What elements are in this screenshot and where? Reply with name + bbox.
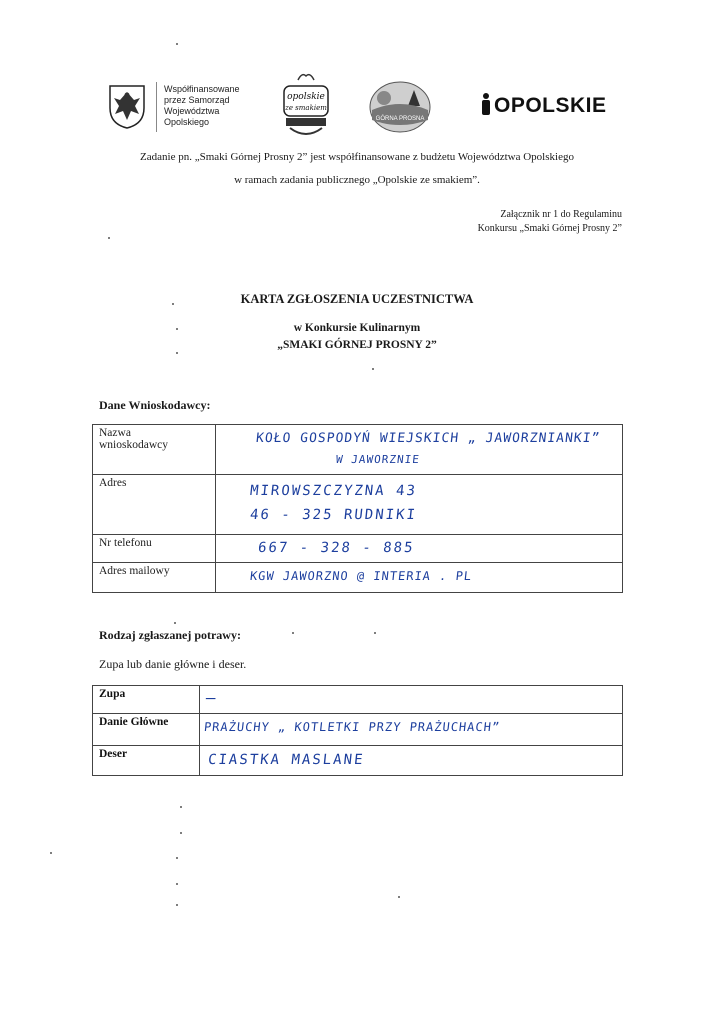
- cofinance-line: Województwa: [164, 106, 220, 116]
- scan-speck: [180, 806, 182, 808]
- email-value[interactable]: [216, 563, 623, 593]
- cofinance-text: [164, 84, 240, 128]
- cell-label: Adres mailowy: [99, 565, 170, 577]
- scan-speck: [174, 622, 176, 624]
- phone-value[interactable]: [216, 535, 623, 563]
- scan-speck: [372, 368, 374, 370]
- cofinance-line: Współfinansowane: [164, 84, 240, 94]
- logos-row: [100, 70, 620, 150]
- dessert-value[interactable]: [200, 746, 623, 776]
- main-dish-label: [93, 714, 200, 746]
- scan-speck: [176, 883, 178, 885]
- email-label: [93, 563, 216, 593]
- cell-label: Adres: [99, 477, 127, 489]
- handwritten-value: PRAŻUCHY „ KOTLETKI PRZY PRAŻUCHACH”: [203, 720, 501, 734]
- cell-label: Danie Główne: [99, 716, 169, 728]
- address-value[interactable]: [216, 475, 623, 535]
- scan-speck: [50, 852, 52, 854]
- cooking-pot-logo-icon: [278, 70, 334, 142]
- dessert-label: [93, 746, 200, 776]
- opolskie-figure-icon: [481, 92, 491, 116]
- scan-speck: [108, 237, 110, 239]
- scan-speck: [180, 832, 182, 834]
- handwritten-value: —: [205, 688, 219, 707]
- applicant-name-label: [93, 425, 216, 475]
- handwritten-value: 46 - 325 RUDNIKI: [249, 507, 418, 523]
- main-dish-value[interactable]: [200, 714, 623, 746]
- logo-divider: [156, 82, 157, 132]
- scan-speck: [176, 43, 178, 45]
- handwritten-value: CIASTKA MASLANE: [207, 752, 366, 768]
- attachment-line: Konkursu „Smaki Górnej Prosny 2”: [477, 223, 622, 234]
- scan-speck: [176, 857, 178, 859]
- dishes-note: Zupa lub danie główne i deser.: [99, 657, 247, 671]
- scan-speck: [176, 904, 178, 906]
- table-row: [93, 535, 623, 563]
- opolskie-brand: OPOLSKIE: [494, 94, 607, 117]
- gorna-prosna-logo-icon: [368, 80, 432, 134]
- applicant-table: [92, 424, 623, 593]
- scan-speck: [292, 632, 294, 634]
- table-row: [93, 563, 623, 593]
- table-row: [93, 686, 623, 714]
- applicant-heading: Dane Wnioskodawcy:: [99, 398, 211, 412]
- handwritten-value: MIROWSZCZYZNA 43: [249, 483, 418, 499]
- handwritten-value: KGW JAWORZNO @ INTERIA . PL: [249, 569, 473, 583]
- soup-label: [93, 686, 200, 714]
- cell-label: Zupa: [99, 688, 126, 700]
- handwritten-value: KOŁO GOSPODYŃ WIEJSKICH „ JAWORZNIANKI”: [255, 431, 602, 446]
- scan-speck: [176, 328, 178, 330]
- table-row: [93, 425, 623, 475]
- dishes-table: [92, 685, 623, 776]
- form-subtitle-2: „SMAKI GÓRNEJ PROSNY 2”: [277, 339, 437, 351]
- cell-label: Nazwa wnioskodawcy: [99, 427, 168, 451]
- logo-word: GÓRNA PROSNA: [375, 116, 425, 122]
- phone-label: [93, 535, 216, 563]
- scan-speck: [374, 632, 376, 634]
- coat-of-arms-icon: [108, 84, 146, 130]
- table-row: [93, 714, 623, 746]
- logo-word: ze smakiem: [285, 104, 327, 112]
- soup-value[interactable]: [200, 686, 623, 714]
- scan-speck: [176, 352, 178, 354]
- funding-line-1: Zadanie pn. „Smaki Górnej Prosny 2” jest współfinansowane z budżetu Województwa Opolskiego: [140, 151, 574, 163]
- cofinance-line: przez Samorząd: [164, 95, 230, 105]
- attachment-note: [478, 208, 622, 236]
- scan-speck: [398, 896, 400, 898]
- scan-speck: [172, 303, 174, 305]
- logo-word: opolskie: [287, 92, 325, 102]
- address-label: [93, 475, 216, 535]
- cell-label: Nr telefonu: [99, 537, 152, 549]
- applicant-name-value[interactable]: [216, 425, 623, 475]
- table-row: [93, 746, 623, 776]
- handwritten-value: 667 - 328 - 885: [257, 540, 416, 556]
- form-title: KARTA ZGŁOSZENIA UCZESTNICTWA: [240, 292, 474, 306]
- cofinance-line: Opolskiego: [164, 117, 210, 127]
- dishes-heading: Rodzaj zgłaszanej potrawy:: [99, 628, 241, 642]
- funding-line-2: w ramach zadania publicznego „Opolskie ze smakiem”.: [234, 174, 480, 186]
- attachment-line: Załącznik nr 1 do Regulaminu: [500, 209, 622, 220]
- handwritten-value: W JAWORZNIE: [335, 453, 421, 466]
- cell-label: Deser: [99, 748, 128, 760]
- form-subtitle-1: w Konkursie Kulinarnym: [293, 322, 421, 334]
- table-row: [93, 475, 623, 535]
